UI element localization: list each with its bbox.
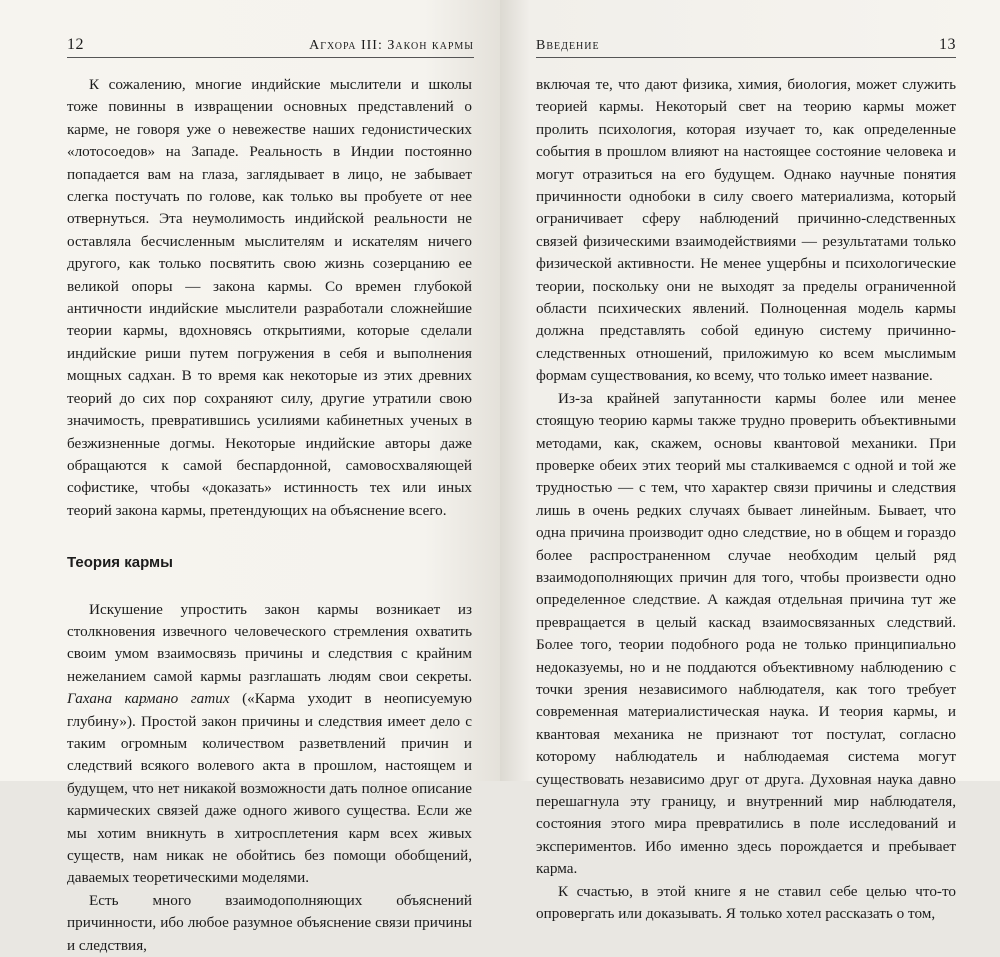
section-heading: Теория кармы bbox=[67, 554, 173, 572]
right-paragraph-3: К счастью, в этой книге я не ставил себе целью что-то опровергать или доказывать. Я только хотел рассказать о том, bbox=[536, 882, 956, 923]
left-running-head: Агхора III: Закон кармы bbox=[309, 38, 474, 53]
left-paragraph-2-start: Искушение упростить закон кармы возникает из столкновения извечного человеческого стремления охватить своим умом взаимосвязь причины и следствия с крайним нежеланием самой кармы разглашать людям свои секреты. bbox=[67, 600, 472, 685]
left-page-header bbox=[67, 34, 474, 58]
sanskrit-quote: Гахана кармано гатих bbox=[67, 690, 230, 708]
right-page-number: 13 bbox=[939, 36, 956, 53]
left-paragraph-2-end: («Карма уходит в неописуемую глубину»). Простой закон причины и следствия имеет дело с таким огромным количеством разветвлений причин и следствий всякого волевого акта в прошлом, настоящем и будущем, что нет никакой возможности дать полное описание кармических связей даже одного живого существа. Если же мы хотим вникнуть в хитросплетения карм всех живых существ, нам никак не обойтись без помощи обобщений, даваемых теоретическими моделями. bbox=[67, 690, 472, 887]
left-paragraph-2 bbox=[67, 599, 472, 890]
right-page-body bbox=[536, 74, 956, 925]
left-paragraph-3: Есть много взаимодополняющих объяснений причинности, ибо любое разумное объяснение связи причины и следствия, bbox=[67, 891, 472, 954]
left-paragraph-1: К сожалению, многие индийские мыслители и школы тоже повинны в извращении основных представлений о карме, не говоря уже о невежестве наших гедонистических «лотосоедов» на Западе. Реальность в Индии постоянно попадается вам на глаза, заглядывает в лицо, не забывает слегка постучать по голове, как только вы пробуете от нее отвернуться. Эта неумолимость индийской реальности не оставляла бесчисленным мыслителям и искателям ничего другого, как только посвятить свою жизнь созерцанию ее великой опоры — закона кармы. Со времен глубокой античности индийские мыслители разработали сложнейшие теории кармы, вдохновясь открытиями, которые сделали индийские риши путем погружения в себя и выполнения мощных садхан. В то время как некоторые из этих древних теорий до сих пор сохраняют силу, другие утратили свою значимость, превратившись усилиями кабинетных ученых в безжизненные догмы. Некоторые индийские авторы даже обращаются к самой беспардонной, самовосхваляющей софистике, чтобы «доказать» истинность тех или иных теорий закона кармы, претендующих на объяснение всего. bbox=[67, 76, 472, 519]
left-page-number: 12 bbox=[67, 36, 84, 53]
right-page-header bbox=[536, 34, 956, 58]
right-page bbox=[500, 0, 1000, 923]
right-running-head: Введение bbox=[536, 38, 600, 53]
right-paragraph-2: Из-за крайней запутанности кармы более или менее стоящую теорию кармы также трудно проверить объективными методами, как, скажем, основы квантовой механики. При проверке обеих этих теорий мы сталкиваемся с одной и той же трудностью — с тем, что характер связи причины и следствия лишь в очень редких случаях бывает линейным. Бывает, что одна причина производит одно следствие, но в общем и гораздо более распространенном случае необходим целый ряд взаимодополняющих причин для того, чтобы произвести одно определенное следствие. А каждая отдельная причина тут же превращается в целый каскад взаимосвязанных следствий. Более того, теории подобного рода не только принципиально недоказуемы, но и не поддаются объективному наблюдению с точки зрения независимого наблюдателя, как того требует современная материалистическая наука. И теория кармы, и квантовая механика не признают тот постулат, согласно которому наблюдатель и наблюдаемая система могут существовать независимо друг от друга. Духовная наука давно перешагнула эту границу, и внутренний мир наблюдателя, состояния этого мира превратились в поле исследований и экспериментов. Ибо именно здесь порождается и пребывает карма. bbox=[536, 389, 956, 878]
right-paragraph-1: включая те, что дают физика, химия, биология, может служить теорией кармы. Некоторый свет на теорию кармы может пролить психология, которая изучает то, как определенные события в прошлом влияют на настоящее состояние человека и могут отразиться на его будущем. Однако научные понятия причинности однобоки в силу своего материализма, который ограничивает сферу наблюдений причинно-следственных связей физическими взаимодействиями — результатами только физической активности. Не менее ущербны и психологические теории, поскольку они не выходят за пределы ограниченной области психических явлений. Полноценная модель кармы должна представлять собой единую систему причинно-следственных отношений, приложимую ко всем мыслимым формам существования, ко всему, что только имеет название. bbox=[536, 76, 956, 385]
left-page bbox=[0, 0, 500, 954]
left-page-body bbox=[67, 74, 474, 957]
